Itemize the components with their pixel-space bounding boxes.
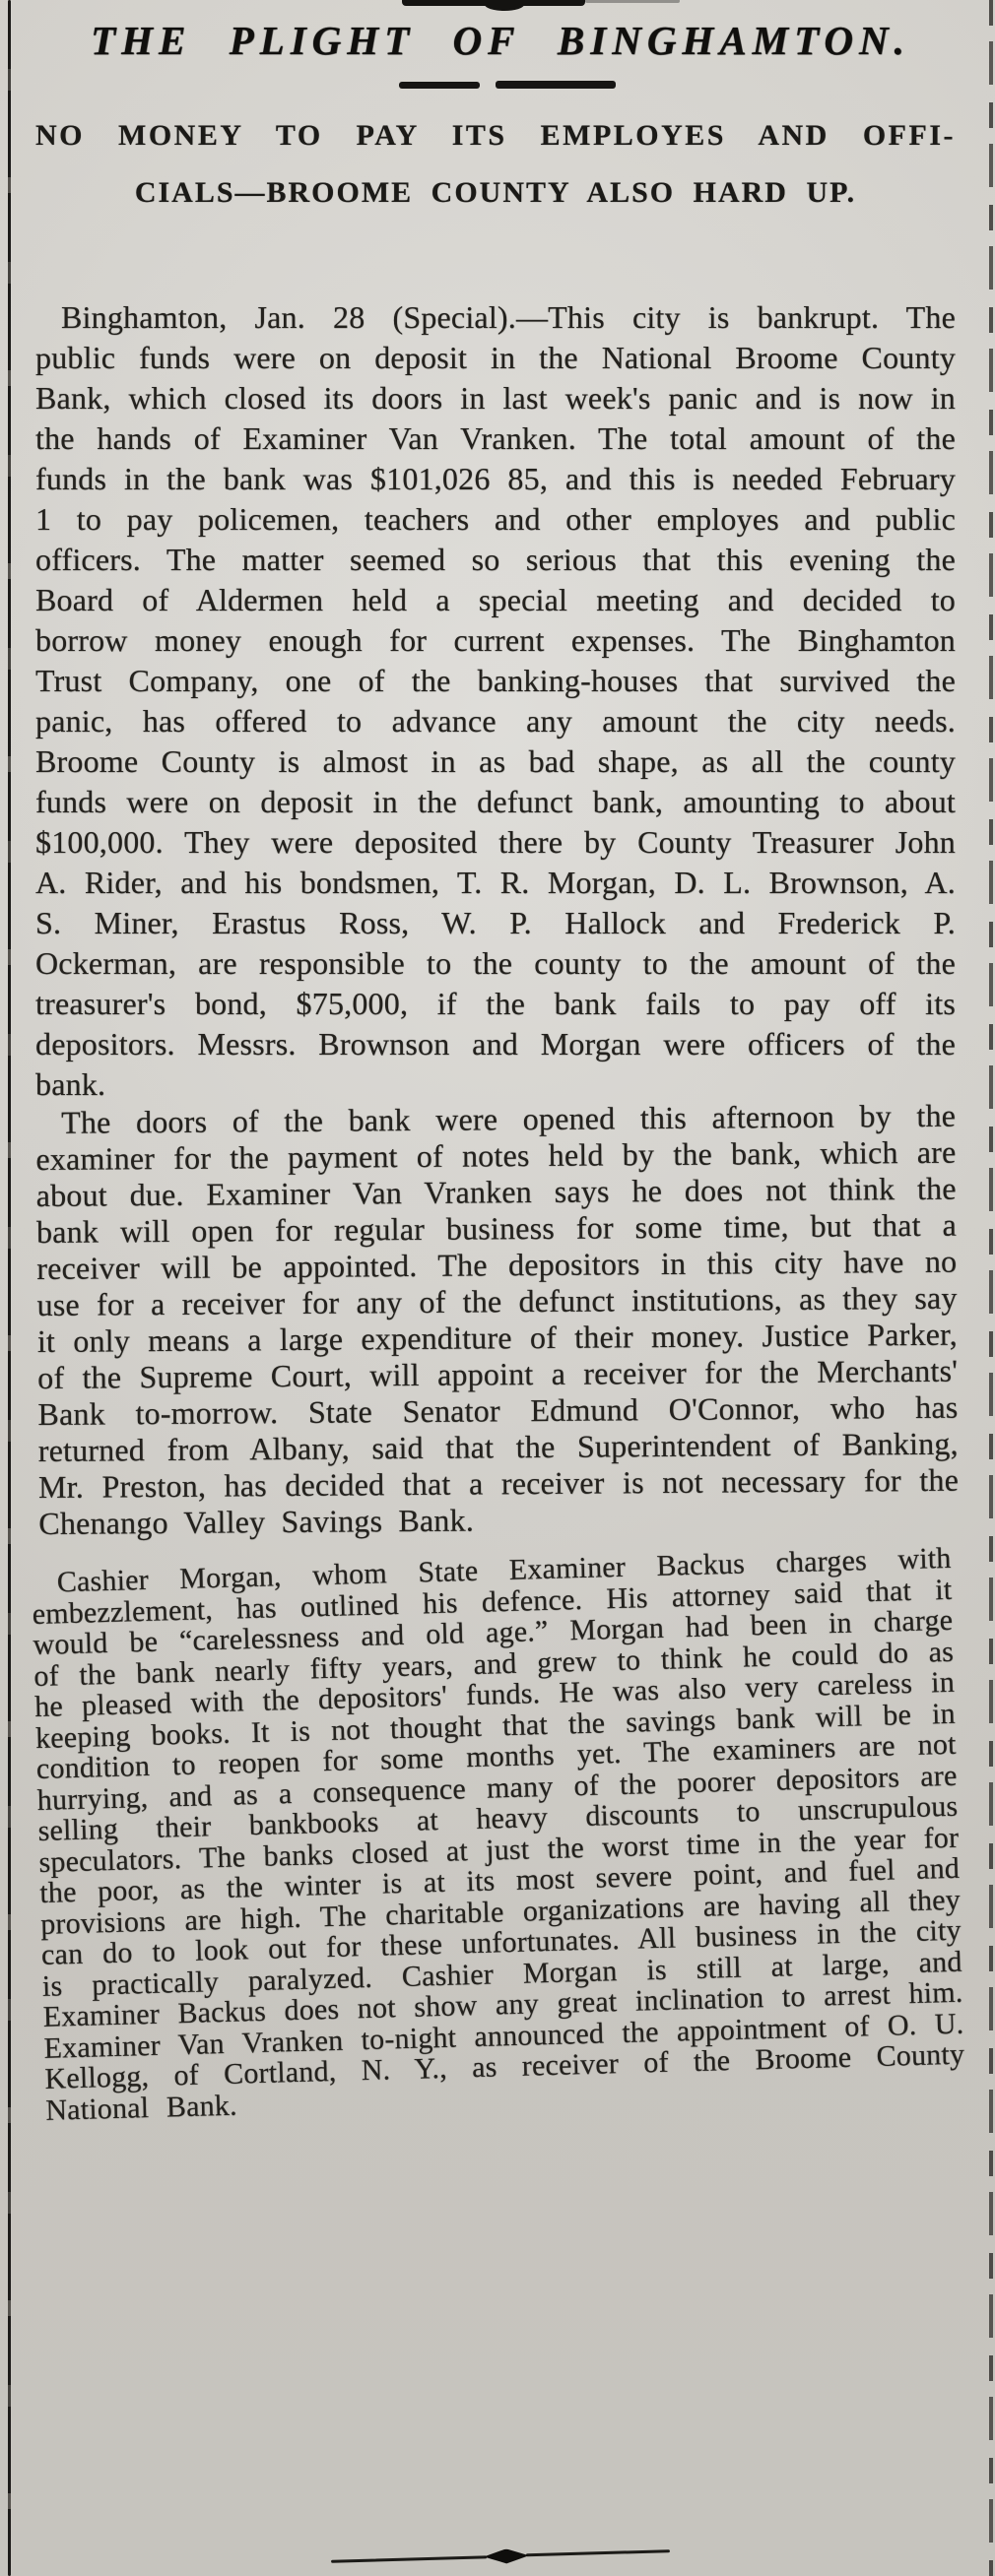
diamond-ornament bbox=[484, 2548, 529, 2564]
end-divider-line-right bbox=[526, 2549, 670, 2556]
article-paragraph: The doors of the bank were opened this afternoon by the examiner for the payment of notes held by the bank, which are about due. Examiner Van Vranken says he does not think the bank will open for regular business for some time, but that a receiver will be appointed. The depositors in this city have no use for a receiver for any of the defunct institutions, as they say it only means a large expenditure of their money. Justice Parker, of the Supreme Court, will appoint a receiver for the Merchants' Bank to-morrow. State Senator Edmund O'Connor, who has returned from Albany, said that the Superintendent of Banking, Mr. Preston, has decided that a receiver is not necessary for the Chenango Valley Savings Bank. bbox=[35, 1097, 960, 1542]
article bbox=[32, 0, 965, 2127]
end-divider bbox=[331, 2544, 670, 2569]
headline-divider bbox=[398, 81, 617, 89]
divider-segment bbox=[399, 82, 480, 89]
divider-segment bbox=[496, 81, 616, 89]
article-body bbox=[32, 297, 965, 2127]
subheadline-line-2: CIALS—BROOME COUNTY ALSO HARD UP. bbox=[134, 176, 857, 210]
article-paragraph: Binghamton, Jan. 28 (Special).—This city is bankrupt. The public funds were on deposit in the National Broome County Bank, which closed its doors in last week's panic and is now in the hands of Examiner Van Vranken. The total amount of the funds in the bank was $101,026 85, and this is needed February 1 to pay policemen, teachers and other employes and public officers. The matter seemed so serious that this evening the Board of Aldermen held a special meeting and decided to borrow money enough for current expenses. The Binghamton Trust Company, one of the banking-houses that survived the panic, has offered to advance any amount the city needs. Broome County is almost in as bad shape, as all the county funds were on deposit in the defunct bank, amounting to about $100,000. They were deposited there by County Treasurer John A. Rider, and his bondsmen, T. R. Morgan, D. L. Brownson, A. S. Miner, Erastus Ross, W. P. Hallock and Frederick P. Ockerman, are responsible to the county to the amount of the treasurer's bond, $75,000, if the bank fails to pay off its depositors. Messrs. Brownson and Morgan were officers of the bank. bbox=[35, 299, 956, 1103]
right-column-rule bbox=[989, 0, 993, 2576]
end-divider-line-left bbox=[331, 2555, 487, 2562]
left-column-rule bbox=[8, 0, 11, 2576]
subheadline-line-1: NO MONEY TO PAY ITS EMPLOYES AND OFFI- bbox=[35, 119, 956, 153]
headline: THE PLIGHT OF BINGHAMTON. bbox=[91, 18, 910, 63]
subheadline bbox=[35, 118, 956, 211]
article-paragraph: Cashier Morgan, whom State Examiner Backus charges with embezzlement, has outlined his defence. His attorney said that it would be “carelessness and old age.” Morgan had been in charge of the bank nearly fifty years, and grew to think he could do as he pleased with the depositors' funds. He was also very careless in keeping books. It is not thought that the savings bank will be in condition to reopen for some months yet. The examiners are not hurrying, and as a consequence many of the poorer depositors are selling their bankbooks at heavy discounts to unscrupulous speculators. The banks closed at just the worst time in the year for the poor, as the winter is at its most severe point, and fuel and provisions are high. The charitable organizations are having all they can do to look out for these unfortunates. All business in the city is practically paralyzed. Cashier Morgan is still at large, and Examiner Backus does not show any great inclination to arrest him. Examiner Van Vranken to-night announced the appointment of O. U. Kellogg, of Cortland, N. Y., as receiver of the Broome County National Bank. bbox=[32, 1542, 965, 2127]
